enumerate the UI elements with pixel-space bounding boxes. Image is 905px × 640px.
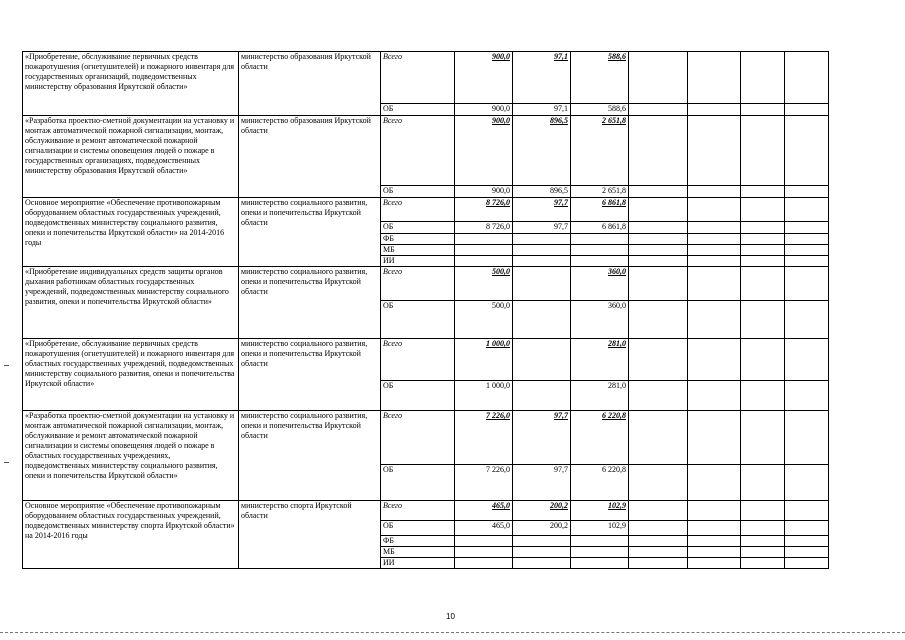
source-label: ОБ [381,186,455,198]
total-cell: 900,0 [455,116,513,186]
source-label: МБ [381,245,455,256]
source-label: ОБ [381,465,455,501]
source-label: Всего [381,52,455,104]
ob-cell: 97,7 [513,465,571,501]
source-label: Всего [381,267,455,301]
source-label: ОБ [381,521,455,536]
ob-cell: 500,0 [455,301,513,339]
scan-edge-line [0,632,905,634]
ob-cell: 900,0 [455,186,513,198]
activity-name: Основное мероприятие «Обеспечение противопожарным оборудованием областных государственных учреждений, подведомственных министерству спорта Иркутской области» на 2014-2016 годы [23,501,239,569]
ob-cell: 102,9 [571,521,629,536]
page-number: 10 [446,612,455,621]
executor: министерство социального развития, опеки и попечительства Иркутской области [239,267,381,339]
total-cell: 97,7 [513,198,571,222]
ob-cell: 7 226,0 [455,465,513,501]
ob-cell [513,381,571,411]
ob-cell: 8 726,0 [455,222,513,234]
total-cell [513,339,571,381]
budget-table [22,51,829,569]
ob-cell: 900,0 [455,104,513,116]
activity-name: «Приобретение, обслуживание первичных средств пожаротушения (огнетушителей) и пожарного инвентаря для государственных организаций, подведомственных министерству образования Иркутской области» [23,52,239,116]
source-label: Всего [381,116,455,186]
source-label: Всего [381,198,455,222]
total-cell: 7 226,0 [455,411,513,465]
source-label: ИИ [381,256,455,267]
total-cell: 588,6 [571,52,629,104]
total-cell: 2 651,8 [571,116,629,186]
ob-cell: 6 861,8 [571,222,629,234]
source-label: ИИ [381,558,455,569]
source-label: Всего [381,411,455,465]
total-cell: 97,1 [513,52,571,104]
source-label: ФБ [381,234,455,245]
total-cell: 900,0 [455,52,513,104]
total-cell [513,267,571,301]
executor: министерство образования Иркутской области [239,116,381,198]
activity-name: Основное мероприятие «Обеспечение противопожарным оборудованием областных государственных учреждений, подведомственных министерству социального развития, опеки и попечительства Иркутской области» на 2014-2016 годы [23,198,239,267]
scan-mark [4,365,9,366]
source-label: ОБ [381,104,455,116]
executor: министерство спорта Иркутской области [239,501,381,569]
total-cell: 6 861,8 [571,198,629,222]
ob-cell: 97,7 [513,222,571,234]
activity-name: «Приобретение индивидуальных средств защиты органов дыхания работникам областных государственных учреждений, подведомственных министерству социального развития, опеки и попечительства Иркутской области» [23,267,239,339]
activity-name: «Приобретение, обслуживание первичных средств пожаротушения (огнетушителей) и пожарного инвентаря для областных государственных учреждений, подведомственных министерству социального развития, опеки и попечительства Иркутской области» [23,339,239,411]
total-cell: 97,7 [513,411,571,465]
ob-cell: 281,0 [571,381,629,411]
ob-cell: 1 000,0 [455,381,513,411]
total-cell: 360,0 [571,267,629,301]
ob-cell: 2 651,8 [571,186,629,198]
table-row [23,52,829,104]
total-cell: 465,0 [455,501,513,521]
ob-cell: 896,5 [513,186,571,198]
table-row [23,267,829,301]
activity-name: «Разработка проектно-сметной документации на установку и монтаж автоматической пожарной сигнализации, монтаж, обслуживание и ремонт автоматической пожарной сигнализации и системы оповещения людей о пожаре в областных государственных учреждениях, подведомственных министерству социального развития, опеки и попечительства Иркутской области» [23,411,239,501]
ob-cell: 360,0 [571,301,629,339]
executor: министерство социального развития, опеки и попечительства Иркутской области [239,411,381,501]
source-label: МБ [381,547,455,558]
ob-cell: 465,0 [455,521,513,536]
source-label: ОБ [381,301,455,339]
table-row [23,116,829,186]
scan-mark [4,462,9,463]
ob-cell: 588,6 [571,104,629,116]
executor: министерство социального развития, опеки и попечительства Иркутской области [239,198,381,267]
ob-cell: 97,1 [513,104,571,116]
source-label: Всего [381,501,455,521]
table-row [23,339,829,381]
ob-cell: 200,2 [513,521,571,536]
source-label: ОБ [381,222,455,234]
activity-name: «Разработка проектно-сметной документации на установку и монтаж автоматической пожарной сигнализации, монтаж, обслуживание и ремонт автоматической пожарной сигнализации и системы оповещения людей о пожаре в государственных организациях, подведомственных министерству образования Иркутской области» [23,116,239,198]
total-cell: 500,0 [455,267,513,301]
source-label: ОБ [381,381,455,411]
source-label: ФБ [381,536,455,547]
executor: министерство образования Иркутской области [239,52,381,116]
table-row [23,198,829,222]
table-row [23,411,829,465]
total-cell: 1 000,0 [455,339,513,381]
ob-cell [513,301,571,339]
table-row [23,501,829,521]
total-cell: 281,0 [571,339,629,381]
total-cell: 102,9 [571,501,629,521]
total-cell: 200,2 [513,501,571,521]
executor: министерство социального развития, опеки и попечительства Иркутской области [239,339,381,411]
total-cell: 896,5 [513,116,571,186]
ob-cell: 6 220,8 [571,465,629,501]
source-label: Всего [381,339,455,381]
total-cell: 8 726,0 [455,198,513,222]
total-cell: 6 220,8 [571,411,629,465]
